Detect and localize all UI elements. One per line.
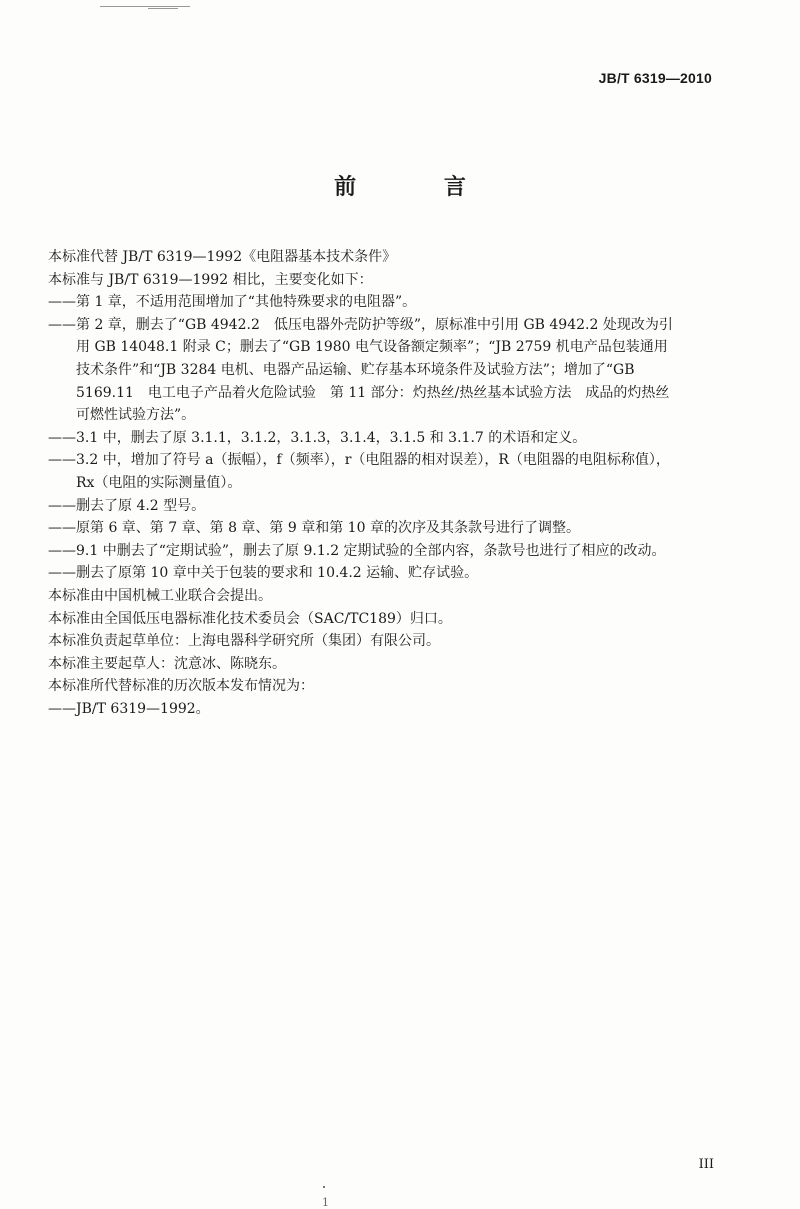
list-item: ——删去了原 4.2 型号。	[48, 497, 206, 514]
paragraph: 本标准负责起草单位：上海电器科学研究所（集团）有限公司。	[48, 633, 440, 650]
bottom-mark: 1	[322, 1196, 329, 1209]
scan-mark	[148, 8, 178, 10]
list-item: ——3.1 中，删去了原 3.1.1，3.1.2，3.1.3，3.1.4，3.1.5 和 3.1.7 的术语和定义。	[48, 429, 587, 446]
foreword-body	[48, 246, 724, 720]
paragraph: 本标准与 JB/T 6319—1992 相比，主要变化如下：	[48, 271, 373, 288]
list-item-continuation: 5169.11 电工电子产品着火危险试验 第 11 部分：灼热丝/热丝基本试验方法 成品的灼热丝	[76, 384, 670, 401]
list-item: ——第 1 章，不适用范围增加了“其他特殊要求的电阻器”。	[48, 294, 417, 311]
standard-number: JB/T 6319—2010	[598, 70, 712, 86]
paragraph: 本标准所代替标准的历次版本发布情况为：	[48, 678, 314, 695]
list-item-continuation: 技术条件”和“JB 3284 电机、电器产品运输、贮存基本环境条件及试验方法”；增加了“GB	[76, 361, 635, 378]
list-item: ——JB/T 6319—1992。	[48, 700, 210, 717]
paragraph: 本标准由全国低压电器标准化技术委员会（SAC/TC189）归口。	[48, 610, 452, 627]
list-item: ——3.2 中，增加了符号 a（振幅），f（频率），r（电阻器的相对误差），R（电阻器的电阻标称值），	[48, 452, 670, 469]
list-item-continuation: 可燃性试验方法”。	[76, 407, 196, 424]
list-item: ——第 2 章，删去了“GB 4942.2 低压电器外壳防护等级”，原标准中引用 GB 4942.2 处现改为引	[48, 316, 673, 333]
paragraph: 本标准主要起草人：沈意冰、陈晓东。	[48, 655, 286, 672]
list-item-continuation: 用 GB 14048.1 附录 C；删去了“GB 1980 电气设备额定频率”；“JB 2759 机电产品包装通用	[76, 339, 668, 356]
paragraph: 本标准代替 JB/T 6319—1992《电阻器基本技术条件》	[48, 249, 397, 265]
page-number: III	[698, 1157, 714, 1172]
list-item: ——9.1 中删去了“定期试验”，删去了原 9.1.2 定期试验的全部内容，条款号也进行了相应的改动。	[48, 542, 666, 559]
list-item: ——删去了原第 10 章中关于包装的要求和 10.4.2 运输、贮存试验。	[48, 565, 479, 582]
list-item: ——原第 6 章、第 7 章、第 8 章、第 9 章和第 10 章的次序及其条款号进行了调整。	[48, 520, 580, 537]
scan-mark	[323, 1186, 325, 1188]
paragraph: 本标准由中国机械工业联合会提出。	[48, 587, 272, 604]
list-item-continuation: Rx（电阻的实际测量值）。	[76, 474, 242, 491]
page-title: 前 言	[334, 175, 506, 200]
